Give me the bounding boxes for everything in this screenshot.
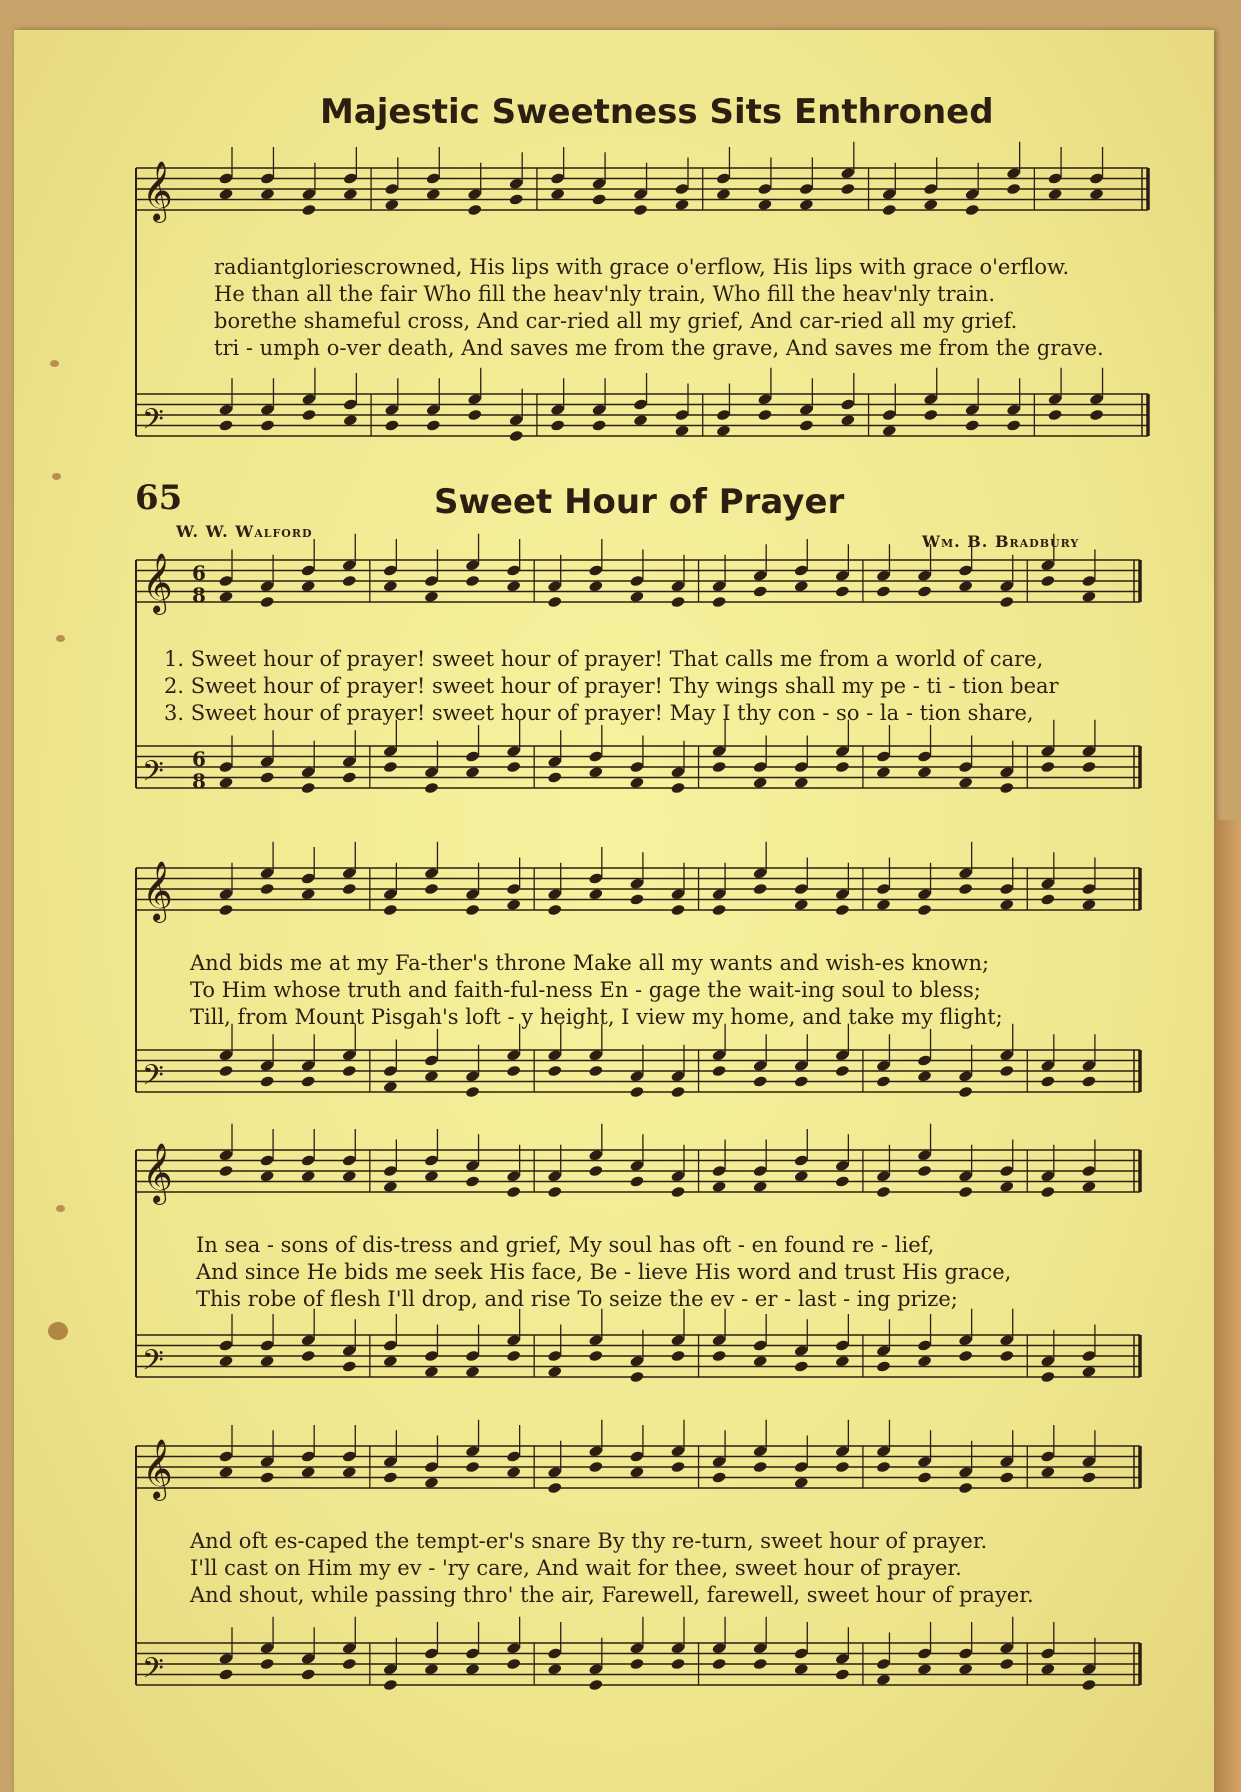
note-head xyxy=(923,409,938,422)
note-head xyxy=(711,596,726,609)
note-head xyxy=(259,1170,274,1183)
note-head xyxy=(958,1663,973,1676)
note-head xyxy=(876,766,891,779)
lyric-line: And shout, while passing thro' the air, Farewell, farewell, sweet hour of prayer. xyxy=(190,1583,1034,1607)
note-head xyxy=(588,1461,603,1474)
note-head xyxy=(999,1065,1014,1078)
note-head xyxy=(716,424,731,437)
treble-clef-icon: 𝄞 xyxy=(142,861,173,921)
note-head xyxy=(794,1170,809,1183)
note-head xyxy=(591,193,606,206)
note-head xyxy=(958,1086,973,1099)
note-head xyxy=(629,1466,644,1479)
note-head xyxy=(1081,761,1096,774)
note-head xyxy=(550,188,565,201)
note-head xyxy=(465,1086,480,1099)
note-head xyxy=(342,1658,357,1671)
note-head xyxy=(218,419,233,432)
note-head xyxy=(1040,575,1055,588)
note-head xyxy=(509,193,524,206)
note-head xyxy=(999,1658,1014,1671)
note-head xyxy=(218,1165,233,1178)
note-head xyxy=(301,1170,316,1183)
note-head xyxy=(1081,1180,1096,1193)
note-head xyxy=(465,766,480,779)
note-head xyxy=(633,414,648,427)
note-head xyxy=(670,1186,685,1199)
note-head xyxy=(670,1086,685,1099)
note-head xyxy=(882,424,897,437)
note-head xyxy=(670,1658,685,1671)
note-head xyxy=(259,1471,274,1484)
note-head xyxy=(629,590,644,603)
note-head xyxy=(424,1663,439,1676)
note-head xyxy=(757,409,772,422)
note-head xyxy=(259,1355,274,1368)
note-head xyxy=(465,904,480,917)
note-head xyxy=(876,1075,891,1088)
note-head xyxy=(301,1466,316,1479)
note-head xyxy=(757,198,772,211)
note-head xyxy=(301,1075,316,1088)
note-head xyxy=(876,1186,891,1199)
note-head xyxy=(218,904,233,917)
note-head xyxy=(958,883,973,896)
note-head xyxy=(342,575,357,588)
note-head xyxy=(426,419,441,432)
note-head xyxy=(383,1471,398,1484)
note-head xyxy=(1040,761,1055,774)
note-head xyxy=(670,1350,685,1363)
note-head xyxy=(917,1355,932,1368)
note-head xyxy=(711,761,726,774)
note-head xyxy=(301,409,316,422)
note-head xyxy=(794,898,809,911)
note-head xyxy=(424,883,439,896)
lyric-line: tri - umph o-ver death, And saves me from the grave, And saves me from the grave. xyxy=(214,336,1104,360)
note-head xyxy=(547,771,562,784)
note-head xyxy=(794,1075,809,1088)
note-head xyxy=(753,1180,768,1193)
hymn-number: 65 xyxy=(135,478,183,518)
note-head xyxy=(958,776,973,789)
note-head xyxy=(465,575,480,588)
note-head xyxy=(753,585,768,598)
note-head xyxy=(753,1461,768,1474)
note-head xyxy=(1006,419,1021,432)
note-head xyxy=(999,898,1014,911)
note-head xyxy=(876,898,891,911)
note-head xyxy=(509,430,524,443)
note-head xyxy=(301,888,316,901)
verses-system-3 xyxy=(196,1232,1011,1313)
note-head xyxy=(383,580,398,593)
note-head xyxy=(716,188,731,201)
note-head xyxy=(547,1365,562,1378)
lyric-line: borethe shameful cross, And car-ried all my grief, And car-ried all my grief. xyxy=(214,309,1018,333)
lyric-line: And bids me at my Fa-ther's throne Make all my wants and wish-es known; xyxy=(190,951,990,975)
note-head xyxy=(301,580,316,593)
note-head xyxy=(840,183,855,196)
verses-system-2 xyxy=(190,950,1003,1031)
note-head xyxy=(923,198,938,211)
note-head xyxy=(1040,1075,1055,1088)
note-head xyxy=(670,596,685,609)
note-head xyxy=(506,1186,521,1199)
note-head xyxy=(753,1355,768,1368)
note-head xyxy=(506,898,521,911)
note-head xyxy=(835,1668,850,1681)
note-head xyxy=(384,198,399,211)
treble-clef-icon: 𝄞 xyxy=(142,1143,173,1203)
note-head xyxy=(958,1186,973,1199)
note-head xyxy=(711,1350,726,1363)
note-head xyxy=(343,188,358,201)
note-head xyxy=(467,204,482,217)
note-head xyxy=(753,776,768,789)
note-head xyxy=(424,782,439,795)
verses-system-4 xyxy=(190,1528,1034,1609)
note-head xyxy=(506,1658,521,1671)
note-head xyxy=(629,893,644,906)
lyric-line: And since He bids me seek His face, Be - lieve His word and trust His grace, xyxy=(196,1260,1012,1284)
bass-clef-icon: 𝄢 xyxy=(142,755,164,795)
note-head xyxy=(674,424,689,437)
note-head xyxy=(343,414,358,427)
note-head xyxy=(342,1065,357,1078)
lyric-line: radiantgloriescrowned, His lips with grace o'erflow, His lips with grace o'erflow. xyxy=(214,255,1070,279)
note-head xyxy=(465,1175,480,1188)
note-head xyxy=(465,1461,480,1474)
note-head xyxy=(218,1065,233,1078)
note-head xyxy=(1081,1365,1096,1378)
note-head xyxy=(301,204,316,217)
hymn-title-majestic: Majestic Sweetness Sits Enthroned xyxy=(320,92,994,132)
note-head xyxy=(753,1658,768,1671)
note-head xyxy=(711,1658,726,1671)
note-head xyxy=(1081,590,1096,603)
note-head xyxy=(794,1360,809,1373)
note-head xyxy=(794,580,809,593)
note-head xyxy=(547,1065,562,1078)
note-head xyxy=(424,1170,439,1183)
note-head xyxy=(259,1658,274,1671)
note-head xyxy=(218,188,233,201)
note-head xyxy=(218,776,233,789)
lyric-line: This robe of flesh I'll drop, and rise To seize the ev - er - last - ing prize; xyxy=(196,1287,958,1311)
note-head xyxy=(591,419,606,432)
lyric-line: 3. Sweet hour of prayer! sweet hour of prayer! May I thy con - so - la - tion share, xyxy=(164,701,1034,725)
note-head xyxy=(958,580,973,593)
author-credit: W. W. Walford xyxy=(176,522,313,541)
note-head xyxy=(301,1668,316,1681)
note-head xyxy=(342,1466,357,1479)
note-head xyxy=(999,1350,1014,1363)
note-head xyxy=(670,904,685,917)
note-head xyxy=(629,1175,644,1188)
note-head xyxy=(1081,1471,1096,1484)
note-head xyxy=(835,585,850,598)
bass-clef-icon: 𝄢 xyxy=(142,1059,164,1099)
note-head xyxy=(711,1065,726,1078)
note-head xyxy=(506,580,521,593)
hymn1-lyrics xyxy=(214,254,1104,362)
note-head xyxy=(342,771,357,784)
note-head xyxy=(1047,188,1062,201)
note-head xyxy=(467,409,482,422)
note-head xyxy=(711,1180,726,1193)
note-head xyxy=(794,776,809,789)
note-head xyxy=(588,1165,603,1178)
note-head xyxy=(588,1679,603,1692)
note-head xyxy=(1089,188,1104,201)
note-head xyxy=(876,1461,891,1474)
note-head xyxy=(383,1355,398,1368)
note-head xyxy=(958,1482,973,1495)
note-head xyxy=(1040,893,1055,906)
note-head xyxy=(670,782,685,795)
note-head xyxy=(260,188,275,201)
note-head xyxy=(301,1350,316,1363)
note-head xyxy=(547,596,562,609)
note-head xyxy=(506,761,521,774)
note-head xyxy=(1089,409,1104,422)
note-head xyxy=(588,888,603,901)
note-head xyxy=(465,1663,480,1676)
note-head xyxy=(342,883,357,896)
hymn-title-sweet-hour: Sweet Hour of Prayer xyxy=(434,482,845,522)
treble-clef-icon: 𝄞 xyxy=(142,161,173,221)
bass-clef-icon: 𝄢 xyxy=(142,1344,164,1384)
note-head xyxy=(424,1476,439,1489)
note-head xyxy=(218,1466,233,1479)
treble-clef-icon: 𝄞 xyxy=(142,553,173,613)
lyric-line: He than all the fair Who fill the heav'nly train, Who fill the heav'nly train. xyxy=(214,282,996,306)
note-head xyxy=(259,596,274,609)
note-head xyxy=(1047,409,1062,422)
lyric-line: In sea - sons of dis-tress and grief, My soul has oft - en found re - lief, xyxy=(196,1233,935,1257)
note-head xyxy=(835,1065,850,1078)
lyric-line: To Him whose truth and faith-ful-ness En - gage the wait-ing soul to bless; xyxy=(190,978,981,1002)
note-head xyxy=(840,414,855,427)
note-head xyxy=(550,419,565,432)
lyric-line: 2. Sweet hour of prayer! sweet hour of prayer! Thy wings shall my pe - ti - tion bear xyxy=(164,674,1059,698)
note-head xyxy=(674,198,689,211)
note-head xyxy=(506,1065,521,1078)
note-head xyxy=(1040,1371,1055,1384)
note-head xyxy=(342,1170,357,1183)
note-head xyxy=(383,1679,398,1692)
note-head xyxy=(794,1476,809,1489)
verses-system-1 xyxy=(164,646,1059,727)
note-head xyxy=(917,1070,932,1083)
note-head xyxy=(670,1461,685,1474)
note-head xyxy=(965,204,980,217)
note-head xyxy=(424,590,439,603)
bass-clef-icon: 𝄢 xyxy=(142,1652,164,1692)
note-head xyxy=(965,419,980,432)
note-head xyxy=(547,1482,562,1495)
lyric-line: Till, from Mount Pisgah's loft - y height, I view my home, and take my flight; xyxy=(190,1005,1003,1029)
note-head xyxy=(799,198,814,211)
note-head xyxy=(835,761,850,774)
note-head xyxy=(383,904,398,917)
note-head xyxy=(588,580,603,593)
note-head xyxy=(259,771,274,784)
note-head xyxy=(799,419,814,432)
note-head xyxy=(424,1070,439,1083)
note-head xyxy=(383,761,398,774)
note-head xyxy=(629,1086,644,1099)
note-head xyxy=(301,782,316,795)
note-head xyxy=(882,204,897,217)
lyric-line: And oft es-caped the tempt-er's snare By thy re-turn, sweet hour of prayer. xyxy=(190,1529,988,1553)
note-head xyxy=(588,766,603,779)
note-head xyxy=(917,1663,932,1676)
note-head xyxy=(999,782,1014,795)
note-head xyxy=(1081,898,1096,911)
note-head xyxy=(917,766,932,779)
note-head xyxy=(917,585,932,598)
note-head xyxy=(218,590,233,603)
note-head xyxy=(259,1075,274,1088)
note-head xyxy=(547,1186,562,1199)
lyric-line: I'll cast on Him my ev - 'ry care, And wait for thee, sweet hour of prayer. xyxy=(190,1556,962,1580)
note-head xyxy=(835,1461,850,1474)
note-head xyxy=(259,883,274,896)
note-head xyxy=(835,904,850,917)
note-head xyxy=(218,1355,233,1368)
note-head xyxy=(1040,1466,1055,1479)
note-head xyxy=(588,1065,603,1078)
note-head xyxy=(547,1663,562,1676)
note-head xyxy=(465,1365,480,1378)
note-head xyxy=(260,419,275,432)
note-head xyxy=(753,883,768,896)
note-head xyxy=(384,419,399,432)
note-head xyxy=(1081,1679,1096,1692)
note-head xyxy=(506,1350,521,1363)
note-head xyxy=(917,904,932,917)
time-signature: 8 xyxy=(192,769,206,793)
note-head xyxy=(383,1180,398,1193)
time-signature: 8 xyxy=(192,583,206,607)
note-head xyxy=(1040,1186,1055,1199)
note-head xyxy=(711,904,726,917)
note-head xyxy=(424,1365,439,1378)
note-head xyxy=(629,1658,644,1671)
note-head xyxy=(342,1360,357,1373)
note-head xyxy=(426,188,441,201)
note-head xyxy=(794,1663,809,1676)
note-head xyxy=(876,1673,891,1686)
note-head xyxy=(629,1371,644,1384)
time-signature: 6 xyxy=(192,747,206,771)
composer-credit: Wm. B. Bradbury xyxy=(922,532,1080,551)
note-head xyxy=(958,1350,973,1363)
note-head xyxy=(629,776,644,789)
note-head xyxy=(711,1471,726,1484)
note-head xyxy=(506,1466,521,1479)
note-head xyxy=(1081,1075,1096,1088)
note-head xyxy=(835,1355,850,1368)
time-signature: 6 xyxy=(192,561,206,585)
note-head xyxy=(917,1165,932,1178)
note-head xyxy=(835,1175,850,1188)
note-head xyxy=(876,1360,891,1373)
note-head xyxy=(1040,1663,1055,1676)
note-head xyxy=(999,1180,1014,1193)
note-head xyxy=(753,1075,768,1088)
lyric-line: 1. Sweet hour of prayer! sweet hour of prayer! That calls me from a world of care, xyxy=(164,647,1044,671)
note-head xyxy=(633,204,648,217)
note-head xyxy=(218,1668,233,1681)
note-head xyxy=(999,1471,1014,1484)
note-head xyxy=(917,1471,932,1484)
note-head xyxy=(547,904,562,917)
note-head xyxy=(876,585,891,598)
treble-clef-icon: 𝄞 xyxy=(142,1439,173,1499)
note-head xyxy=(999,596,1014,609)
note-head xyxy=(588,1350,603,1363)
bass-clef-icon: 𝄢 xyxy=(142,403,164,443)
note-head xyxy=(383,1080,398,1093)
note-head xyxy=(1006,183,1021,196)
